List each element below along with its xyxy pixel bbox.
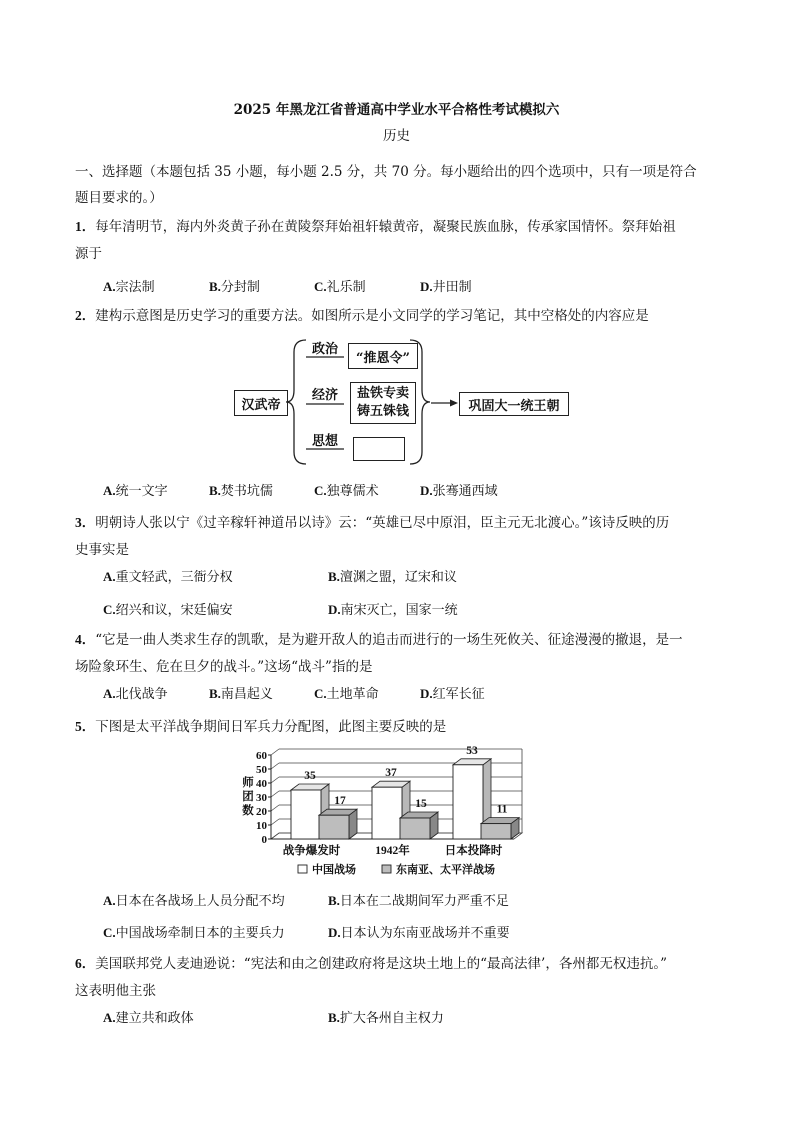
y-tick-label: 30 (256, 792, 267, 804)
question-text: “它是一曲人类求生存的凯歌，是为避开敌人的追击而进行的一场生死攸关、征途漫漫的撤退，是一 (95, 632, 683, 648)
economy-box (350, 382, 416, 424)
y-tick-label: 10 (256, 820, 267, 832)
q2-option-d[interactable] (420, 480, 498, 499)
data-label: 53 (466, 744, 478, 757)
section-instruction: 一、选择题（本题包括 35 小题，每小题 2.5 分，共 70 分。每小题给出的四个选项中，只有一项是符合 (75, 164, 697, 180)
option-key: D. (420, 483, 433, 498)
legend-swatch (298, 865, 307, 873)
y-tick-label: 0 (261, 834, 267, 846)
option-key: C. (314, 279, 327, 294)
option-text: 日本认为东南亚战场并不重要 (340, 926, 510, 941)
bar-china (453, 765, 483, 839)
question-number: 5． (75, 719, 96, 734)
option-key: B. (328, 569, 340, 584)
politics-label: 政治 (312, 342, 339, 357)
question-number: 3． (75, 515, 96, 530)
data-label: 17 (334, 795, 346, 808)
y-tick-label: 60 (256, 750, 267, 762)
result-arrow-head (450, 400, 458, 407)
option-key: C. (314, 686, 327, 701)
question-6-stem (75, 952, 667, 972)
question-number: 4． (75, 632, 96, 647)
q2-option-c[interactable] (314, 480, 379, 499)
q3-option-d[interactable] (328, 599, 458, 618)
question-4-stem-cont: 场险象环生、危在旦夕的战斗。”这场“战斗”指的是 (75, 659, 373, 675)
question-3-stem-cont: 史事实是 (75, 542, 129, 558)
option-text: 重文轻武，三衙分权 (115, 570, 233, 585)
bar-pacific (400, 818, 430, 839)
option-key: C. (103, 925, 116, 940)
bar-pacific (481, 824, 511, 839)
option-text: 中国战场牵制日本的主要兵力 (115, 926, 285, 941)
option-text: 澶渊之盟，辽宋和议 (339, 570, 457, 585)
option-text: 北伐战争 (115, 687, 168, 702)
question-text: 下图是太平洋战争期间日军兵力分配图，此图主要反映的是 (95, 719, 447, 735)
thought-label: 思想 (312, 434, 339, 449)
q2-option-b[interactable] (209, 480, 273, 499)
option-text: 独尊儒术 (326, 484, 379, 499)
economy-box-line2: 铸五铢钱 (356, 404, 409, 419)
result-box: 巩固大一统王朝 (459, 392, 569, 416)
option-key: A. (103, 686, 116, 701)
gridline-diagonal (271, 763, 279, 769)
option-key: C. (103, 602, 116, 617)
exam-subject: 历史 (383, 128, 410, 144)
option-key: A. (103, 1010, 116, 1025)
option-text: 扩大各州自主权力 (339, 1011, 444, 1026)
question-text: 美国联邦党人麦迪逊说：“宪法和由之创建政府将是这块土地上的“最高法律’，各州都无权违抗。” (95, 956, 667, 972)
concept-diagram (0, 0, 793, 470)
x-tick-label: 1942年 (375, 845, 410, 857)
bar-pacific (319, 815, 349, 839)
thought-blank-box (353, 437, 405, 461)
option-text: 日本在二战期间军力严重不足 (339, 894, 509, 909)
legend-swatch (382, 865, 391, 873)
option-key: D. (328, 925, 341, 940)
option-text: 南昌起义 (220, 687, 273, 702)
option-text: 分封制 (220, 280, 260, 295)
troop-distribution-chart (0, 742, 793, 882)
q3-option-b[interactable] (328, 566, 457, 585)
option-key: D. (420, 279, 433, 294)
q4-option-c[interactable] (314, 683, 379, 702)
x-tick-label: 日本投降时 (444, 845, 503, 857)
data-label: 15 (415, 798, 427, 810)
q5-option-c[interactable] (103, 922, 285, 941)
q5-option-b[interactable] (328, 890, 509, 909)
option-key: B. (209, 686, 221, 701)
q6-option-b[interactable] (328, 1007, 444, 1026)
q2-option-a[interactable] (103, 480, 168, 499)
option-text: 统一文字 (115, 484, 168, 499)
q3-option-a[interactable] (103, 566, 233, 585)
y-tick-label: 20 (256, 806, 267, 818)
data-label: 11 (496, 803, 508, 816)
option-key: A. (103, 279, 116, 294)
option-text: 焚书坑儒 (220, 484, 273, 499)
option-key: A. (103, 893, 116, 908)
q5-option-d[interactable] (328, 922, 510, 941)
economy-label: 经济 (312, 388, 339, 403)
q4-option-d[interactable] (420, 683, 485, 702)
gridline-diagonal (271, 749, 279, 755)
option-text: 绍兴和议，宋廷偏安 (115, 603, 233, 618)
economy-box-line1: 盐铁专卖 (356, 386, 409, 401)
option-key: C. (314, 483, 327, 498)
section-instruction-cont: 题目要求的。） (75, 190, 163, 206)
question-6-stem-cont: 这表明他主张 (75, 983, 156, 999)
option-text: 南宋灭亡，国家一统 (340, 603, 458, 618)
option-key: B. (209, 279, 221, 294)
option-key: A. (103, 569, 116, 584)
politics-box: “推恩令” (348, 343, 418, 369)
diagram-center-box: 汉武帝 (234, 390, 288, 416)
question-number: 6． (75, 956, 96, 971)
q4-option-b[interactable] (209, 683, 273, 702)
question-5-stem (75, 715, 446, 735)
question-1-stem-cont: 源于 (75, 246, 102, 262)
legend-label: 东南亚、太平洋战场 (396, 864, 495, 876)
y-tick-label: 50 (256, 764, 267, 776)
option-text: 建立共和政体 (115, 1011, 194, 1026)
q5-option-a[interactable] (103, 890, 285, 909)
question-text: 每年清明节，海内外炎黄子孙在黄陵祭拜始祖轩辕黄帝，凝聚民族血脉，传承家国情怀。祭拜始祖 (95, 219, 676, 235)
question-number: 2． (75, 308, 96, 323)
bar-china (291, 790, 321, 839)
diagram-left-brace (286, 340, 306, 464)
y-axis-label: 团 (242, 791, 254, 803)
q4-option-a[interactable] (103, 683, 168, 702)
option-key: D. (420, 686, 433, 701)
gridline-diagonal (271, 805, 279, 811)
bar-china (372, 787, 402, 839)
option-key: A. (103, 483, 116, 498)
option-key: B. (328, 893, 340, 908)
option-text: 张骞通西域 (432, 484, 498, 499)
gridline-diagonal (271, 791, 279, 797)
y-axis-label: 数 (242, 805, 254, 817)
option-key: B. (209, 483, 221, 498)
option-key: D. (328, 602, 341, 617)
question-text: 明朝诗人张以宁《过辛稼轩神道吊以诗》云：“英雄已尽中原泪，臣主元无北渡心。”该诗反映的历 (95, 515, 670, 531)
legend-label: 中国战场 (312, 864, 356, 876)
y-axis-label: 师 (242, 777, 254, 789)
q6-option-a[interactable] (103, 1007, 194, 1026)
gridline-diagonal (271, 777, 279, 783)
data-label: 35 (304, 770, 316, 782)
option-text: 红军长征 (432, 687, 485, 702)
question-text: 建构示意图是历史学习的重要方法。如图所示是小文同学的学习笔记，其中空格处的内容应是 (95, 308, 649, 324)
option-text: 井田制 (432, 280, 472, 295)
question-number: 1． (75, 219, 96, 234)
y-tick-label: 40 (256, 778, 267, 790)
option-text: 宗法制 (115, 280, 155, 295)
data-label: 37 (385, 767, 397, 780)
option-text: 日本在各战场上人员分配不均 (115, 894, 285, 909)
question-4-stem (75, 628, 683, 648)
exam-title: 2025 年黑龙江省普通高中学业水平合格性考试模拟六 (233, 102, 560, 118)
option-key: B. (328, 1010, 340, 1025)
x-tick-label: 战争爆发时 (282, 845, 341, 857)
option-text: 礼乐制 (326, 280, 366, 295)
q3-option-c[interactable] (103, 599, 233, 618)
option-text: 土地革命 (326, 687, 379, 702)
question-3-stem (75, 511, 669, 531)
gridline-diagonal (271, 819, 279, 825)
